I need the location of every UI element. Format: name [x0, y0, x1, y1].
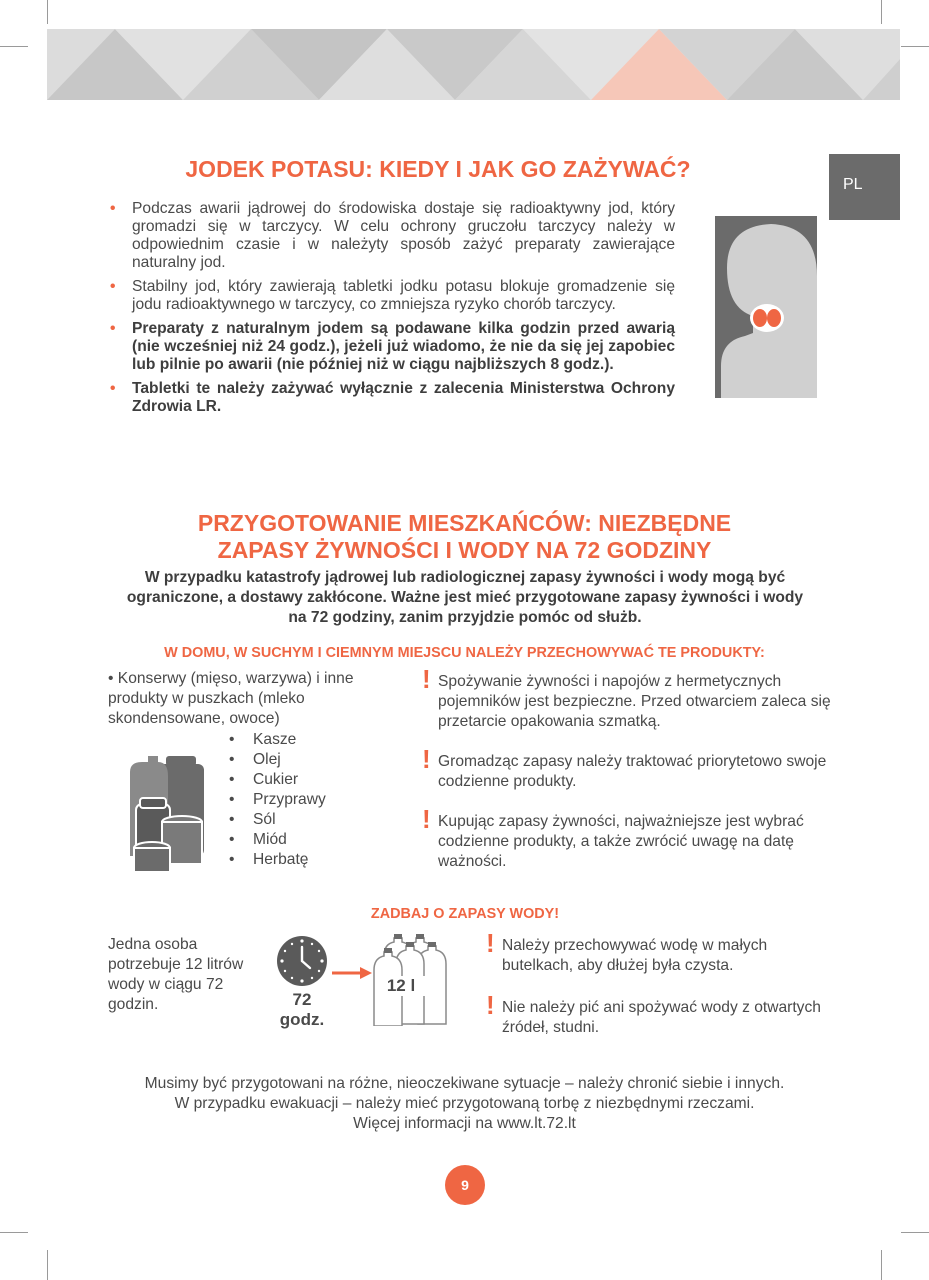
header-banner: [47, 29, 900, 100]
crop-mark: [881, 0, 882, 24]
canned-goods-text: • Konserwy (mięso, warzywa) i inne produkty w puszkach (mleko skondensowane, owoce): [108, 670, 354, 727]
section-title-iodine: JODEK POTASU: KIEDY I JAK GO ZAŻYWAĆ?: [185, 156, 691, 182]
warning-text: Gromadząc zapasy należy traktować priorytetowo swoje codzienne produkty.: [438, 753, 827, 790]
list-item: • Tabletki te należy zażywać wyłącznie z zalecenia Ministerstwa Ochrony Zdrowia LR.: [108, 380, 675, 416]
warning-text: Nie należy pić ani spożywać wody z otwartych źródeł, studni.: [502, 999, 821, 1036]
clock-icon: [276, 935, 328, 987]
storage-subheading: W DOMU, W SUCHYM I CIEMNYM MIEJSCU NALEŻY PRZECHOWYWAĆ TE PRODUKTY:: [164, 645, 765, 661]
crop-mark: [901, 46, 929, 47]
thyroid-illustration: [715, 216, 817, 398]
list-item: • Sól: [229, 810, 326, 830]
water-warning-2: [486, 990, 832, 1038]
water-warning-1: [486, 928, 832, 976]
exclamation-icon: !: [486, 990, 495, 1020]
list-item: • Kasze: [229, 730, 326, 750]
iodine-bullet-list: [108, 200, 675, 422]
list-item: • Przyprawy: [229, 790, 326, 810]
crop-mark: [47, 0, 48, 24]
crop-mark: [0, 46, 28, 47]
footer-line: Musimy być przygotowani na różne, nieoczekiwane sytuacje – należy chronić siebie i innych.: [144, 1075, 785, 1092]
crop-mark: [881, 1250, 882, 1280]
section-title-supplies-line1: PRZYGOTOWANIE MIESZKAŃCÓW: NIEZBĘDNE: [197, 510, 732, 536]
food-warning-1: [422, 664, 838, 732]
hours-label: 72 godz.: [279, 990, 325, 1029]
list-item: • Preparaty z naturalnym jodem są podawane kilka godzin przed awarią (nie wcześniej niż 24 godz.), jeżeli już wiadomo, że nie da się jej zapobiec lub pilnie po awarii (nie później niż w ciągu najbliższych 8 godz.).: [108, 320, 675, 374]
warning-text: Spożywanie żywności i napojów z hermetycznych pojemników jest bezpieczne. Przed otwarciem zaleca się przetarcie opakowania szmatką.: [438, 673, 831, 730]
list-item: • Olej: [229, 750, 326, 770]
crop-mark: [47, 1250, 48, 1280]
warning-text: Należy przechowywać wodę w małych butelkach, aby dłużej była czysta.: [502, 937, 768, 974]
page-number: 9: [445, 1165, 485, 1205]
exclamation-icon: !: [486, 928, 495, 958]
food-warning-2: [422, 744, 838, 792]
liters-label: 12 l: [376, 976, 426, 996]
footer-text: [80, 1074, 849, 1134]
list-item: • Cukier: [229, 770, 326, 790]
food-warning-3: [422, 804, 838, 872]
supplies-intro: W przypadku katastrofy jądrowej lub radiologicznej zapasy żywności i wody mogą być ograniczone, a dostawy zakłócone. Ważne jest mieć przygotowane zapasy żywności i wody na 72 godziny, zanim przyjdzie pomóc od służb.: [126, 569, 804, 626]
footer-line: Więcej informacji na www.lt.72.lt: [353, 1115, 576, 1132]
section-title-supplies-line2: ZAPASY ŻYWNOŚCI I WODY NA 72 GODZINY: [217, 537, 712, 563]
list-item: • Stabilny jod, który zawierają tabletki jodku potasu blokuje gromadzenie się jodu radioaktywnego w tarczycy, co zmniejsza ryzyko chorób tarczycy.: [108, 278, 675, 314]
food-supplies-icon: [128, 752, 210, 876]
crop-mark: [901, 1232, 929, 1233]
products-list: [229, 730, 326, 870]
footer-line: W przypadku ewakuacji – należy mieć przygotowaną torbę z niezbędnymi rzeczami.: [174, 1095, 755, 1112]
list-item: • Podczas awarii jądrowej do środowiska dostaje się radioaktywny jod, który gromadzi się w tarczycy. W celu ochrony gruczołu tarczycy należy w odpowiednim czasie i w należyty sposób zażyć preparaty zawierające naturalny jod.: [108, 200, 675, 272]
exclamation-icon: !: [422, 804, 431, 834]
arrow-icon: [332, 966, 372, 980]
water-subheading: ZADBAJ O ZAPASY WODY!: [370, 906, 560, 922]
warning-text: Kupując zapasy żywności, najważniejsze jest wybrać codzienne produkty, a także zwrócić uwagę na datę ważności.: [438, 813, 804, 870]
language-tab: PL: [829, 154, 900, 220]
water-need-text: Jedna osoba potrzebuje 12 litrów wody w ciągu 72 godzin.: [108, 936, 244, 1013]
exclamation-icon: !: [422, 744, 431, 774]
list-item: • Miód: [229, 830, 326, 850]
crop-mark: [0, 1232, 28, 1233]
triangle-pattern: [47, 29, 900, 100]
list-item: • Herbatę: [229, 850, 326, 870]
exclamation-icon: !: [422, 664, 431, 694]
